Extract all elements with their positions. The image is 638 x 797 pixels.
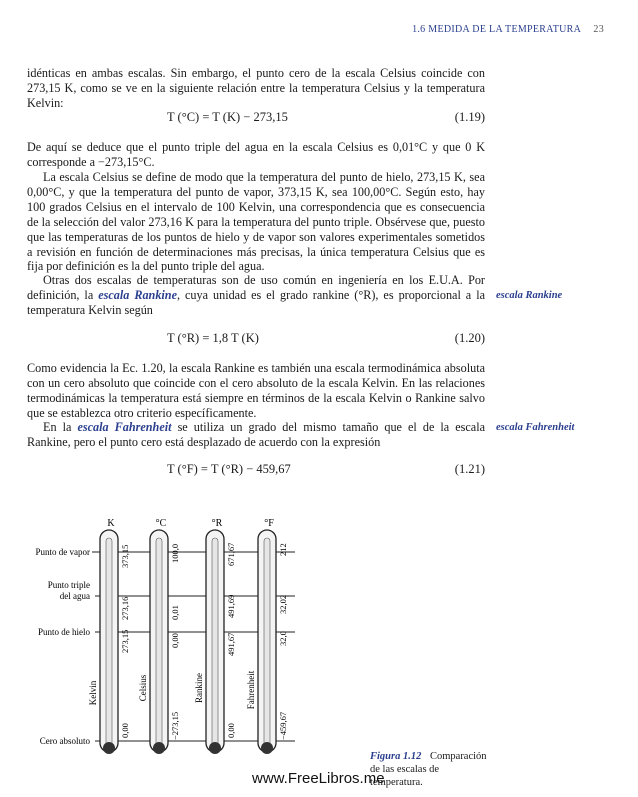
watermark-link[interactable]: www.FreeLibros.me [252,770,385,787]
running-header [412,24,604,35]
thermometer-figure [20,508,330,758]
name-celsius: Celsius [138,674,148,702]
kelvin-absoluto: 0,00 [120,723,130,738]
celsius-vapor: 100,0 [170,543,180,563]
sidenote-rankine: escala Rankine [496,290,563,301]
kelvin-triple: 273,16 [120,596,130,620]
page-number: 23 [593,24,604,35]
equation-formula: T (°R) = 1,8 T (K) [167,331,259,345]
equation-number: (1.19) [454,110,485,124]
equation-1-20 [27,331,485,347]
equation-1-21 [27,462,485,478]
keyword-fahrenheit: escala Fahrenheit [77,420,172,434]
equation-1-19 [27,110,485,126]
p6-before: En la [43,420,72,434]
thermometer-fahrenheit [246,518,288,754]
paragraph-6 [27,420,485,450]
label-absoluto: Cero absoluto [39,736,90,746]
keyword-rankine: escala Rankine [98,287,177,302]
thermometer-kelvin [88,518,130,754]
unit-fahrenheit: °F [264,518,274,529]
name-kelvin: Kelvin [88,680,98,706]
unit-rankine: °R [211,518,223,529]
thermometer-rankine [194,518,236,754]
paragraph-1: idénticas en ambas escalas. Sin embargo, el punto cero de la escala Celsius coincide con 273,15 K, como se ve en la siguiente relación entre la temperatura Celsius y la temperatura Kelvin: [27,66,485,110]
equation-formula: T (°F) = T (°R) − 459,67 [167,462,291,476]
celsius-triple: 0,01 [170,605,180,620]
unit-kelvin: K [107,518,115,529]
equation-number: (1.21) [454,462,485,476]
unit-celsius: °C [155,518,167,529]
figure-number: Figura 1.12 [370,751,422,762]
name-rankine: Rankine [194,673,204,703]
kelvin-vapor: 373,15 [120,544,130,568]
fahrenheit-vapor: 212 [278,543,288,556]
equation-formula: T (°C) = T (K) − 273,15 [167,110,288,124]
section-title: 1.6 MEDIDA DE LA TEMPERATURA [412,24,581,35]
celsius-hielo: 0,00 [170,633,180,648]
name-fahrenheit: Fahrenheit [246,670,256,710]
fahrenheit-hielo: 32,0 [278,631,288,646]
p6-after: se utiliza un grado del mismo tamaño que el de la escala Rankine, pero el punto cero está desplazado de acuerdo con la expresión [27,420,486,449]
fahrenheit-absoluto: −459,67 [278,711,288,740]
kelvin-hielo: 273,15 [120,629,130,653]
rankine-absoluto: 0,00 [226,723,236,738]
caption-text: Comparación de las escalas de temperatura. [370,751,487,788]
rankine-vapor: 671,67 [226,542,236,566]
paragraph-5: Como evidencia la Ec. 1.20, la escala Rankine es también una escala termodinámica absoluta con un cero absoluto que coincide con el cero absoluto de la escala Kelvin. En las relaciones termodinámicas la temperatura está siempre en términos de la escala Kelvin o Rankine salvo que se establezca otro criterio específicamente. [27,361,485,420]
label-hielo: Punto de hielo [38,627,90,637]
paragraph-4 [27,273,485,318]
celsius-absoluto: −273,15 [170,711,180,740]
fahrenheit-triple: 32,02 [278,594,288,614]
rankine-hielo: 491,67 [226,632,236,656]
p4-before: Otras dos escalas de temperaturas son de uso común en ingeniería en los E.U.A. Por definición, la [27,273,485,302]
paragraph-3: La escala Celsius se define de modo que la temperatura del punto de hielo, 273,15 K, sea 0,00°C, y que la temperatura del punto de vapor, 373,15 K, sea 100,00°C. Según esto, hay 100 grados Celsius en el intervalo de 100 Kelvin, una correspondencia que es consecuencia de la selección del valor 273,16 K para la temperatura del punto triple. Obsérvese que, puesto que las temperaturas de los puntos de hielo y de vapor son valores experimentales sometidos a revisión en función de determinaciones más precisas, la única temperatura Celsius que es fija por definición es la del punto triple del agua. [27,170,485,274]
rankine-triple: 491,69 [226,594,236,618]
p4-after: , cuya unidad es el grado rankine (°R), es proporcional a la temperatura Kelvin según [27,287,485,317]
equation-number: (1.20) [454,331,485,345]
label-triple-2: del agua [59,591,90,601]
label-vapor: Punto de vapor [35,547,90,557]
figure-caption [370,750,490,789]
paragraph-2: De aquí se deduce que el punto triple del agua en la escala Celsius es 0,01°C y que 0 K corresponde a −273,15°C. [27,140,485,169]
sidenote-fahrenheit: escala Fahrenheit [496,422,575,433]
label-triple-1: Punto triple [47,580,90,590]
thermometer-celsius [138,518,180,754]
